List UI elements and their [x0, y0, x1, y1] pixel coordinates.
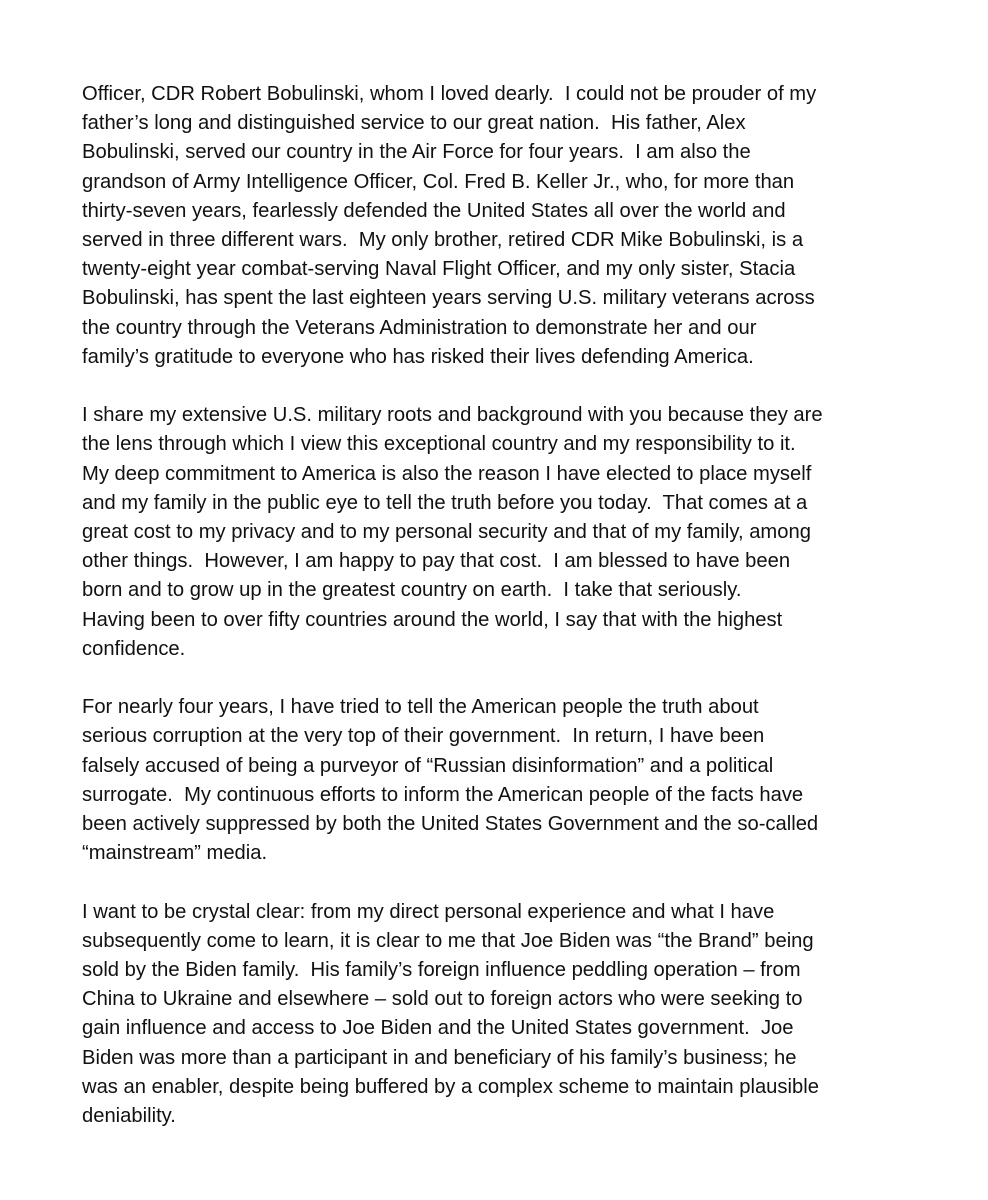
text-line: China to Ukraine and elsewhere – sold out to foreign actors who were seeking to — [82, 988, 803, 1011]
text-line: I want to be crystal clear: from my direct personal experience and what I have — [82, 900, 775, 923]
text-line: surrogate. My continuous efforts to inform the American people of the facts have — [82, 783, 804, 806]
text-line: born and to grow up in the greatest country on earth. I take that seriously. — [82, 579, 742, 602]
text-line: twenty-eight year combat-serving Naval Flight Officer, and my only sister, Stacia — [82, 258, 796, 281]
text-line: other things. However, I am happy to pay that cost. I am blessed to have been — [82, 550, 791, 573]
text-line: served in three different wars. My only brother, retired CDR Mike Bobulinski, is a — [82, 229, 804, 252]
text-line: I share my extensive U.S. military roots and background with you because they are — [82, 404, 823, 427]
text-line: gain influence and access to Joe Biden and the United States government. Joe — [82, 1017, 794, 1040]
text-line: the country through the Veterans Administration to demonstrate her and our — [82, 316, 757, 339]
text-line: grandson of Army Intelligence Officer, Col. Fred B. Keller Jr., who, for more than — [82, 170, 795, 193]
text-line: sold by the Biden family. His family’s foreign influence peddling operation – from — [82, 959, 801, 982]
text-line: thirty-seven years, fearlessly defended the United States all over the world and — [82, 199, 786, 222]
paragraph-commitment — [82, 401, 902, 664]
text-line: Biden was more than a participant in and beneficiary of his family’s business; he — [82, 1046, 797, 1069]
text-line: was an enabler, despite being buffered by a complex scheme to maintain plausible — [82, 1075, 819, 1098]
text-line: father’s long and distinguished service to our great nation. His father, Alex — [82, 112, 746, 135]
text-line: falsely accused of being a purveyor of “Russian disinformation” and a political — [82, 754, 774, 777]
text-line: been actively suppressed by both the United States Government and the so-called — [82, 813, 819, 836]
text-line: Bobulinski, has spent the last eighteen years serving U.S. military veterans across — [82, 287, 815, 310]
text-line: For nearly four years, I have tried to tell the American people the truth about — [82, 696, 759, 719]
text-line: and my family in the public eye to tell the truth before you today. That comes at a — [82, 491, 808, 514]
text-line: Officer, CDR Robert Bobulinski, whom I loved dearly. I could not be prouder of my — [82, 83, 817, 105]
text-line: the lens through which I view this exceptional country and my responsibility to it. — [82, 433, 796, 456]
paragraph-suppression — [82, 693, 902, 868]
text-line: Bobulinski, served our country in the Air Force for four years. I am also the — [82, 141, 751, 164]
text-line: deniability. — [82, 1105, 176, 1128]
text-line: confidence. — [82, 637, 186, 660]
text-line: Having been to over fifty countries around the world, I say that with the highest — [82, 608, 783, 631]
text-line: serious corruption at the very top of their government. In return, I have been — [82, 725, 765, 748]
text-line: “mainstream” media. — [82, 842, 268, 865]
paragraph-the-brand — [82, 898, 902, 1132]
paragraph-military-family — [82, 80, 902, 372]
text-line: My deep commitment to America is also the reason I have elected to place myself — [82, 462, 812, 485]
text-line: great cost to my privacy and to my personal security and that of my family, among — [82, 521, 811, 544]
text-line: family’s gratitude to everyone who has risked their lives defending America. — [82, 345, 754, 368]
text-line: subsequently come to learn, it is clear to me that Joe Biden was “the Brand” being — [82, 929, 814, 952]
document-body — [82, 80, 902, 1160]
